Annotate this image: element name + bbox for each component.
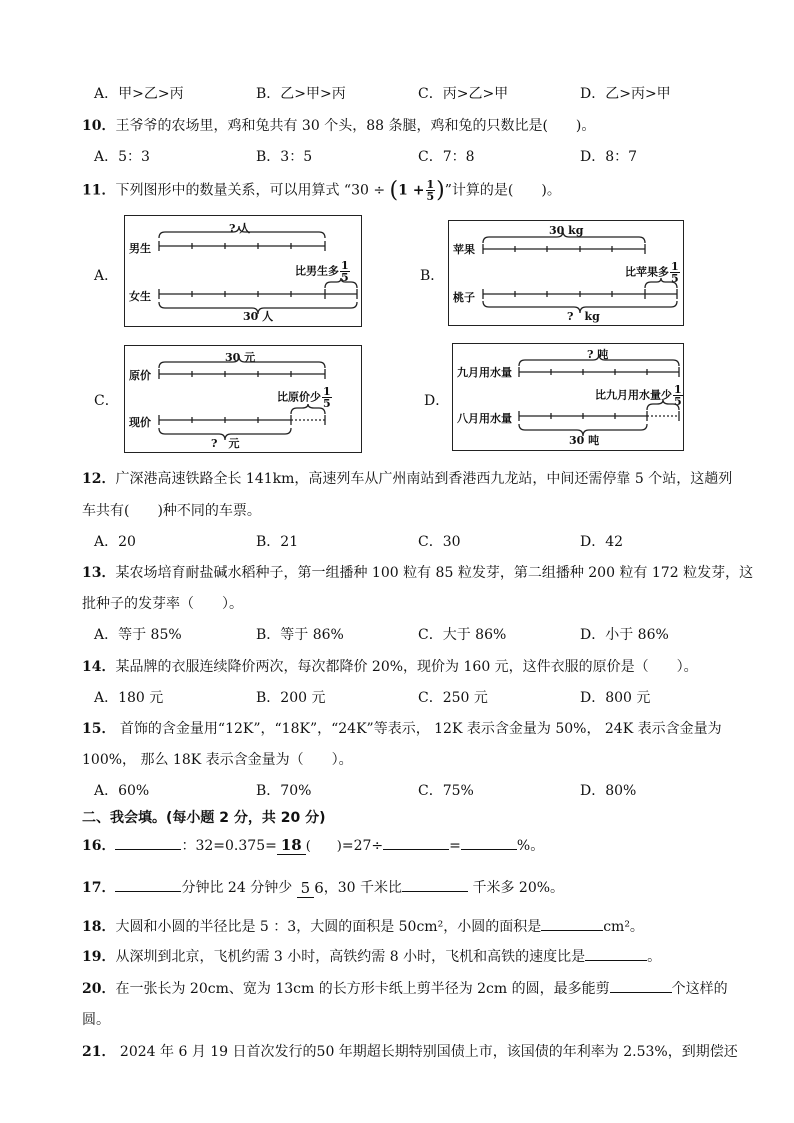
- diagram-b: [448, 220, 684, 326]
- q14-option-c: C．250 元: [418, 690, 488, 706]
- q12-number: 12．: [82, 471, 116, 487]
- q10-question: [82, 115, 595, 135]
- q21-text: 2024 年 6 月 19 日首次发行的50 年期超长期特别国债上市，该国债的年利率为 2.53%，到期偿还: [115, 1044, 738, 1060]
- q20-blank[interactable]: [610, 992, 672, 993]
- q13-option-c: C．大于 86%: [418, 627, 507, 643]
- diagram-d: [452, 343, 684, 451]
- diagram-b-note: 比苹果多 $\frac{1}{5}$: [625, 260, 679, 285]
- q21-number: 21．: [82, 1044, 116, 1060]
- q15-option-c: C．75%: [418, 783, 474, 799]
- diagram-a-bars: [125, 216, 361, 326]
- q14-text: 某品牌的衣服连续降价两次，每次都降价 20%，现价为 160 元，这件衣服的原价是（ ）。: [115, 659, 698, 675]
- diagram-d-row1-label: 九月用水量: [457, 366, 512, 379]
- q10-option-b: B．3：5: [256, 149, 313, 165]
- q11-text-after: ”计算的是( )。: [444, 182, 561, 199]
- q11-question: [82, 178, 561, 203]
- q17-fraction: 5 6: [297, 880, 324, 897]
- q16-blank-2[interactable]: [383, 849, 449, 850]
- diagram-d-top-label: ? 吨: [587, 348, 609, 361]
- diagram-c-row1-label: 原价: [129, 369, 151, 382]
- q20-line1: [82, 978, 728, 998]
- q13-option-d: D．小于 86%: [580, 627, 669, 643]
- q18-number: 18．: [82, 919, 116, 935]
- q14-option-a: A．180 元: [94, 690, 164, 706]
- q14-question: [82, 656, 698, 676]
- q17-text-3: 千米多 20%。: [468, 880, 565, 896]
- q13-option-a: A．等于 85%: [94, 627, 182, 643]
- q11-paren-open: (: [389, 178, 399, 203]
- q18-question: [82, 916, 644, 936]
- diagram-c-bars: [125, 346, 361, 452]
- q13-number: 13．: [82, 565, 116, 581]
- q16-text-mid: ：32=0.375=: [181, 838, 277, 854]
- diagram-c-row2-label: 现价: [129, 416, 151, 429]
- diagram-a-top-label: ? 人: [229, 222, 251, 235]
- q16-blank-3[interactable]: [461, 849, 517, 850]
- diagram-b-top-label: 30 kg: [549, 224, 584, 237]
- q12-option-a: A．20: [94, 534, 136, 550]
- q19-text: 从深圳到北京，飞机约需 3 小时，高铁约需 8 小时，飞机和高铁的速度比是: [115, 949, 586, 965]
- q14-number: 14．: [82, 659, 116, 675]
- q17-blank-2[interactable]: [402, 891, 468, 892]
- q17-text-2: ，30 千米比: [323, 880, 403, 896]
- q10-text: 王爷爷的农场里，鸡和兔共有 30 个头，88 条腿，鸡和兔的只数比是( )。: [115, 118, 596, 134]
- q16-fraction: 18 ( ): [277, 837, 342, 855]
- q11-one-plus: 1 +: [398, 182, 425, 199]
- q17-text-1: 分钟比 24 分钟少: [181, 880, 293, 896]
- q20-end: 个这样的: [671, 981, 728, 997]
- diagram-a-row2-label: 女生: [129, 290, 151, 303]
- q18-blank[interactable]: [541, 930, 603, 931]
- diagram-c-top-label: 30 元: [225, 351, 256, 364]
- q18-text: 大圆和小圆的半径比是 5 ：3，大圆的面积是 50cm²，小圆的面积是: [115, 919, 542, 935]
- diagram-c-note: 比原价少 $\frac{1}{5}$: [277, 385, 331, 410]
- q12-option-d: D．42: [580, 534, 624, 550]
- q11-option-b: B．: [420, 268, 445, 284]
- q19-blank[interactable]: [585, 960, 647, 961]
- q12-option-c: C．30: [418, 534, 461, 550]
- q11-paren-close: ): [436, 178, 445, 203]
- diagram-a-bottom-label: 30 人: [243, 310, 274, 323]
- q11-fraction: $\frac{1}{5}$: [426, 178, 435, 203]
- q12-option-b: B．21: [256, 534, 299, 550]
- diagram-b-bottom-label: ? kg: [567, 310, 600, 323]
- q15-number: 15．: [82, 721, 116, 737]
- q10-option-c: C．7：8: [418, 149, 475, 165]
- q15-line2: 100%， 那么 18K 表示含金量为（ ）。: [82, 752, 353, 768]
- q18-unit: cm²。: [603, 919, 644, 935]
- diagram-d-bottom-label: 30 吨: [569, 434, 600, 447]
- diagram-b-row2-label: 桃子: [453, 291, 475, 304]
- q11-option-c: C．: [94, 393, 119, 409]
- q20-text: 在一张长为 20cm、宽为 13cm 的长方形卡纸上剪半径为 2cm 的圆，最多能剪: [115, 981, 610, 997]
- q13-line2: 批种子的发芽率（ ）。: [82, 596, 243, 612]
- q15-option-b: B．70%: [256, 783, 312, 799]
- q11-option-a: A．: [94, 268, 119, 284]
- q16-text-eq2: =27÷: [341, 838, 384, 854]
- q11-number: 11．: [82, 182, 116, 199]
- q17-question: [82, 872, 564, 904]
- q11-text-before: 下列图形中的数量关系，可以用算式 “30 ÷: [115, 182, 386, 199]
- q10-number: 10．: [82, 118, 116, 134]
- q12-line2: 车共有( )种不同的车票。: [82, 503, 261, 519]
- diagram-a: [124, 215, 362, 327]
- q21-line1: [82, 1041, 738, 1061]
- q9-option-c: C．丙>乙>甲: [418, 86, 509, 102]
- q12-line1: [82, 468, 732, 488]
- q16-question: [82, 830, 544, 862]
- section-2-title: 二、我会填。(每小题 2 分，共 20 分): [82, 810, 326, 826]
- q15-option-d: D．80%: [580, 783, 637, 799]
- q15-text-line1: 首饰的含金量用“12K”，“18K”，“24K”等表示， 12K 表示含金量为 50%， 24K 表示含金量为: [115, 721, 722, 737]
- q11-option-d: D．: [424, 393, 450, 409]
- q19-end: 。: [647, 949, 662, 965]
- q9-option-b: B．乙>甲>丙: [256, 86, 346, 102]
- q13-line1: [82, 562, 753, 582]
- diagram-d-bars: [453, 344, 683, 450]
- q16-number: 16．: [82, 838, 116, 854]
- q10-option-a: A．5：3: [94, 149, 150, 165]
- q16-text-pct: %。: [516, 838, 545, 854]
- diagram-a-note: 比男生多 $\frac{1}{5}$: [295, 259, 349, 284]
- diagram-d-row2-label: 八月用水量: [457, 412, 512, 425]
- q14-option-b: B．200 元: [256, 690, 326, 706]
- diagram-d-note: 比九月用水量少 $\frac{1}{5}$: [595, 383, 682, 408]
- q13-text-line1: 某农场培育耐盐碱水稻种子，第一组播种 100 粒有 85 粒发芽，第二组播种 200 粒有 172 粒发芽，这: [115, 565, 754, 581]
- q15-option-a: A．60%: [94, 783, 150, 799]
- q20-line2: 圆。: [82, 1012, 110, 1028]
- q17-number: 17．: [82, 880, 116, 896]
- diagram-c: [124, 345, 362, 453]
- q16-blank-1[interactable]: [115, 849, 181, 850]
- q19-question: [82, 946, 661, 966]
- q15-line1: [82, 718, 722, 738]
- diagram-b-bars: [449, 221, 683, 325]
- diagram-c-bottom-label: ? 元: [211, 437, 240, 450]
- q14-option-d: D．800 元: [580, 690, 651, 706]
- q19-number: 19．: [82, 949, 116, 965]
- q17-blank-1[interactable]: [115, 891, 181, 892]
- diagram-a-row1-label: 男生: [129, 242, 151, 255]
- q13-option-b: B．等于 86%: [256, 627, 344, 643]
- q10-option-d: D．8：7: [580, 149, 638, 165]
- q16-text-eq3: =: [449, 838, 461, 854]
- q20-number: 20．: [82, 981, 116, 997]
- q12-text-line1: 广深港高速铁路全长 141km，高速列车从广州南站到香港西九龙站，中间还需停靠 5 个站，这趟列: [115, 471, 733, 487]
- q9-option-a: A．甲>乙>丙: [94, 86, 184, 102]
- diagram-b-row1-label: 苹果: [453, 243, 475, 256]
- q9-option-d: D．乙>丙>甲: [580, 86, 671, 102]
